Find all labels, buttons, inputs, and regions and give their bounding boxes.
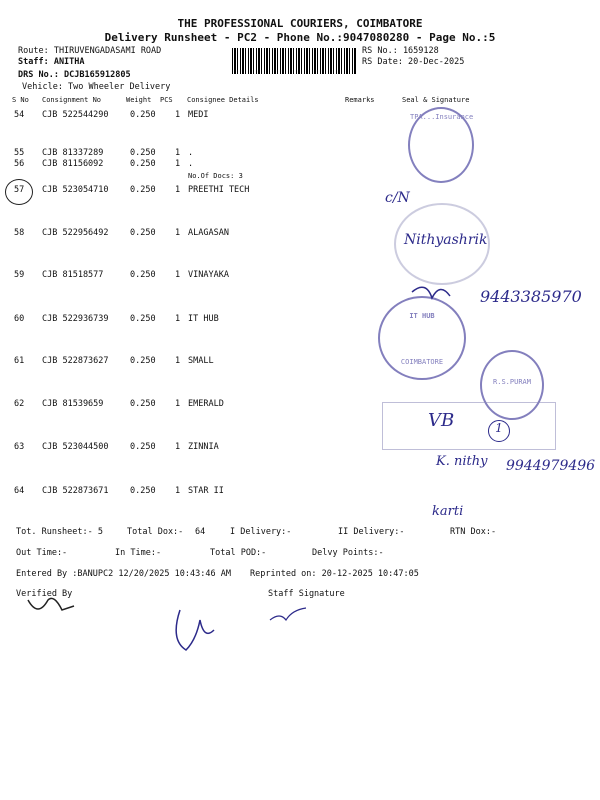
stamp-text: R.S.PURAM: [493, 378, 531, 386]
handwritten-name: Nithyashrik: [404, 232, 488, 248]
total-dox-label: Total Dox:-: [127, 527, 184, 537]
stamp-text: IT HUB: [409, 312, 435, 320]
col-sno: S No: [12, 96, 29, 104]
col-weight: Weight: [126, 96, 152, 104]
total-runsheet: Tot. Runsheet:- 5: [16, 527, 103, 537]
handwritten-cn: c/N: [385, 190, 410, 206]
table-row: 58 CJB 522956492 0.250 1 ALAGASAN: [14, 228, 229, 238]
handwritten-phone: 9944979496: [506, 458, 596, 474]
out-time: Out Time:-: [16, 548, 68, 558]
vehicle-label: Vehicle: Two Wheeler Delivery: [22, 82, 171, 92]
entered-by: Entered By :BANUPC2 12/20/2025 10:43:46 AM: [16, 569, 231, 579]
verified-by: Verified By: [16, 589, 73, 599]
total-dox-value: 64: [195, 527, 206, 537]
col-seal: Seal & Signature: [402, 96, 470, 104]
rs-number: RS No.: 1659128: [362, 46, 439, 56]
table-row: 60 CJB 522936739 0.250 1 IT HUB: [14, 314, 219, 324]
runsheet-subtitle: Delivery Runsheet - PC2 - Phone No.:9047080280 - Page No.:5: [104, 31, 496, 44]
table-row: 54 CJB 522544290 0.250 1 MEDI: [14, 110, 209, 120]
in-time: In Time:-: [115, 548, 162, 558]
table-row: 64 CJB 522873671 0.250 1 STAR II: [14, 486, 224, 496]
company-name: THE PROFESSIONAL COURIERS, COIMBATORE: [177, 17, 423, 30]
rs-date: RS Date: 20-Dec-2025: [362, 57, 465, 67]
table-row: 59 CJB 81518577 0.250 1 VINAYAKA: [14, 270, 229, 280]
table-row: 57 CJB 523054710 0.250 1 PREETHI TECH: [14, 185, 250, 195]
route-label: Route: THIRUVENGADASAMI ROAD: [18, 46, 162, 56]
no-of-docs: No.Of Docs: 3: [188, 172, 243, 180]
col-consignee: Consignee Details: [187, 96, 259, 104]
i-delivery: I Delivery:-: [230, 527, 292, 537]
ii-delivery: II Delivery:-: [338, 527, 405, 537]
staff-signature: Staff Signature: [268, 589, 345, 599]
col-pcs: PCS: [160, 96, 173, 104]
handwritten-circled-one: 1: [488, 420, 510, 442]
staff-label: Staff: ANITHA: [18, 57, 85, 67]
col-consignment: Consignment No: [42, 96, 102, 104]
col-remarks: Remarks: [345, 96, 375, 104]
handwritten-signature: karti: [432, 504, 464, 519]
handwritten-name: K. nithy: [436, 454, 488, 469]
handwritten-phone: 9443385970: [480, 287, 582, 306]
table-row: 63 CJB 523044500 0.250 1 ZINNIA: [14, 442, 219, 452]
handwritten-initials: VB: [428, 410, 455, 431]
drs-label: DRS No.: DCJB165912805: [18, 70, 131, 80]
table-row: 61 CJB 522873627 0.250 1 SMALL: [14, 356, 214, 366]
total-pod: Total POD:-: [210, 548, 267, 558]
table-row: 55 CJB 81337289 0.250 1 .: [14, 148, 194, 158]
delvy-points: Delvy Points:-: [312, 548, 384, 558]
rtn-dox: RTN Dox:-: [450, 527, 497, 537]
stamp-text: TPA...Insurance: [410, 113, 474, 121]
table-row: 56 CJB 81156092 0.250 1 .: [14, 159, 194, 169]
reprinted-on: Reprinted on: 20-12-2025 10:47:05: [250, 569, 419, 579]
stamp-text: COIMBATORE: [400, 358, 444, 366]
table-row: 62 CJB 81539659 0.250 1 EMERALD: [14, 399, 224, 409]
